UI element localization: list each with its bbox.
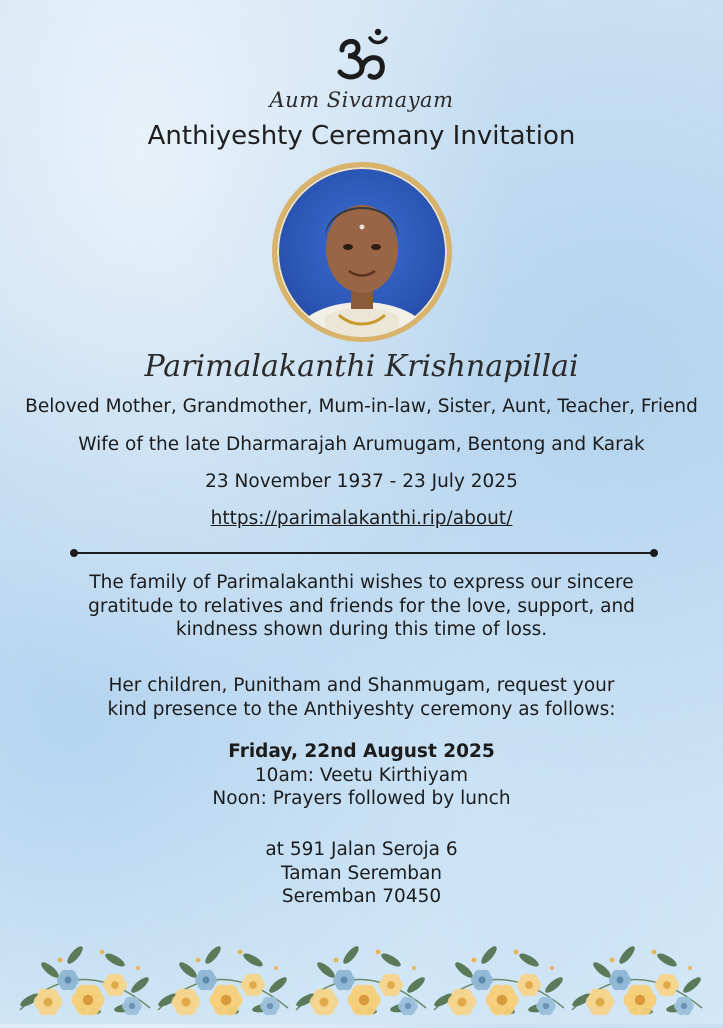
deceased-name: Parimalakanthi Krishnapillai [144,349,579,384]
life-dates: 23 November 1937 - 23 July 2025 [205,471,518,492]
venue-line: at 591 Jalan Seroja 6 [265,839,458,860]
event-item: Noon: Prayers followed by lunch [212,788,511,809]
event-details [0,740,723,811]
gratitude-message [0,571,723,642]
relations-text: Beloved Mother, Grandmother, Mum-in-law, Sister, Aunt, Teacher, Friend [25,396,698,417]
portrait-photo [0,162,723,342]
request-line: kind presence to the Anthiyeshty ceremony as follows: [107,698,616,720]
request-message [0,674,723,721]
aum-sivamayam-text: Aum Sivamayam [269,88,454,112]
spouse-text: Wife of the late Dharmarajah Arumugam, Bentong and Karak [78,434,645,455]
gratitude-line: kindness shown during this time of loss. [175,619,548,640]
divider [0,544,723,556]
om-symbol-icon [0,28,723,86]
floral-border-icon [0,930,723,1024]
event-item: 10am: Veetu Kirthiyam [254,764,469,786]
page-title: Anthiyeshty Ceremany Invitation [147,121,576,151]
gratitude-line: gratitude to relatives and friends for the love, support, and [88,595,635,617]
portrait-figure [277,167,447,337]
gratitude-line: The family of Parimalakanthi wishes to express our sincere [89,572,634,593]
memorial-link[interactable]: https://parimalakanthi.rip/about/ [210,508,513,529]
venue-address [0,838,723,909]
request-line: Her children, Punitham and Shanmugam, request your [108,675,615,696]
event-date: Friday, 22nd August 2025 [228,741,495,762]
venue-line: Taman Seremban [280,862,443,884]
venue-line: Seremban 70450 [281,886,442,907]
